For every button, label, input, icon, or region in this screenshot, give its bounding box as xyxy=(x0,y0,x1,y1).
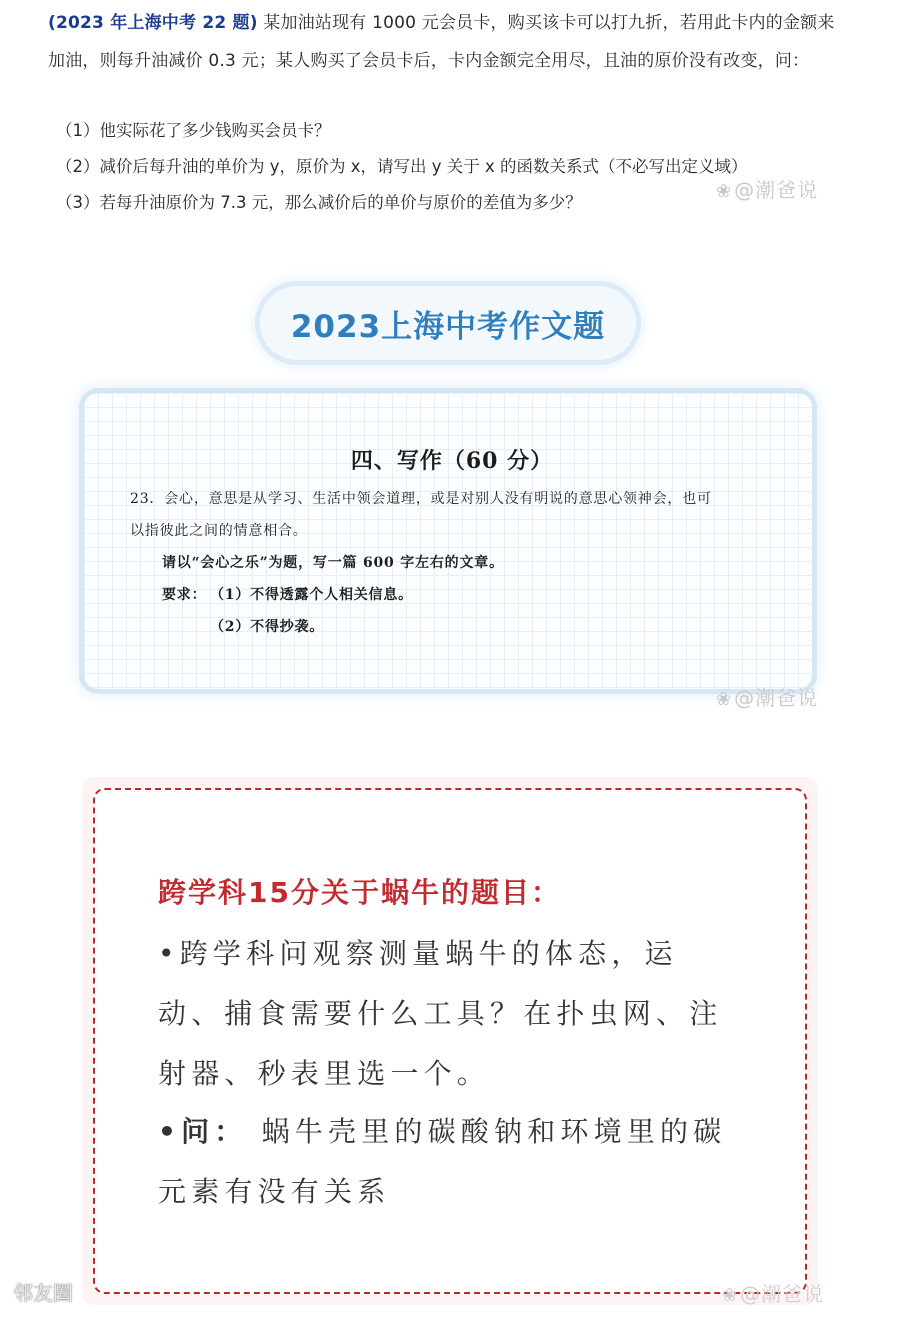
watermark-text: @潮爸说 xyxy=(734,178,819,202)
question-1: （1）他实际花了多少钱购买会员卡？ xyxy=(56,121,331,140)
snail-question-label: •问： xyxy=(158,1115,248,1148)
watermark-text: @潮爸说 xyxy=(740,1282,825,1306)
snail-line-4 xyxy=(158,1110,726,1150)
watermark-2 xyxy=(716,682,818,711)
essay-req-label: 要求： xyxy=(162,587,207,603)
problem-line-1-text: 某加油站现有 1000 元会员卡，购买该卡可以打九折，若用此卡内的金额来 xyxy=(257,13,835,33)
snail-title: 跨学科15分关于蜗牛的题目： xyxy=(158,876,561,909)
problem-line-1 xyxy=(48,8,835,33)
problem-source-tag: (2023 年上海中考 22 题) xyxy=(48,13,258,33)
essay-section-title: 2023上海中考作文题 xyxy=(290,308,606,345)
friends-circle-label: 邻友圈 xyxy=(13,1281,73,1305)
snail-line-2: 动、捕食需要什么工具？在扑虫网、注 xyxy=(158,997,723,1030)
essay-title-pill xyxy=(260,286,636,360)
snail-card xyxy=(93,788,807,1294)
essay-line-2: 以指彼此之间的情意相合。 xyxy=(130,523,308,539)
snail-line-5: 元素有没有关系 xyxy=(158,1175,391,1208)
paw-icon: ❀ xyxy=(722,1285,739,1306)
essay-req-2: （2）不得抄袭。 xyxy=(210,619,325,635)
essay-prompt: 请以“会心之乐”为题，写一篇 600 字左右的文章。 xyxy=(162,555,504,571)
watermark-text: @潮爸说 xyxy=(734,686,819,710)
problem-line-2: 加油，则每升油减价 0.3 元；某人购买了会员卡后，卡内金额完全用尽，且油的原价没有改变，问： xyxy=(48,51,810,71)
essay-req-1: （1）不得透露个人相关信息。 xyxy=(210,587,413,603)
question-2: （2）减价后每升油的单价为 y，原价为 x，请写出 y 关于 x 的函数关系式（不必写出定义域） xyxy=(56,157,748,176)
snail-line-1: •跨学科问观察测量蜗牛的体态，运 xyxy=(158,937,678,970)
watermark-3 xyxy=(722,1278,824,1307)
essay-heading: 四、写作（60 分） xyxy=(350,448,554,474)
watermark-1 xyxy=(716,174,818,203)
snail-line-3: 射器、秒表里选一个。 xyxy=(158,1057,491,1090)
paw-icon: ❀ xyxy=(716,689,733,710)
essay-line-1: 23．会心，意思是从学习、生活中领会道理，或是对别人没有明说的意思心领神会，也可 xyxy=(130,491,712,507)
paw-icon: ❀ xyxy=(716,181,733,202)
essay-exam-scan xyxy=(114,430,790,660)
question-3: （3）若每升油原价为 7.3 元，那么减价后的单价与原价的差值为多少？ xyxy=(56,193,582,212)
snail-line-4-text: 蜗牛壳里的碳酸钠和环境里的碳 xyxy=(261,1115,727,1148)
